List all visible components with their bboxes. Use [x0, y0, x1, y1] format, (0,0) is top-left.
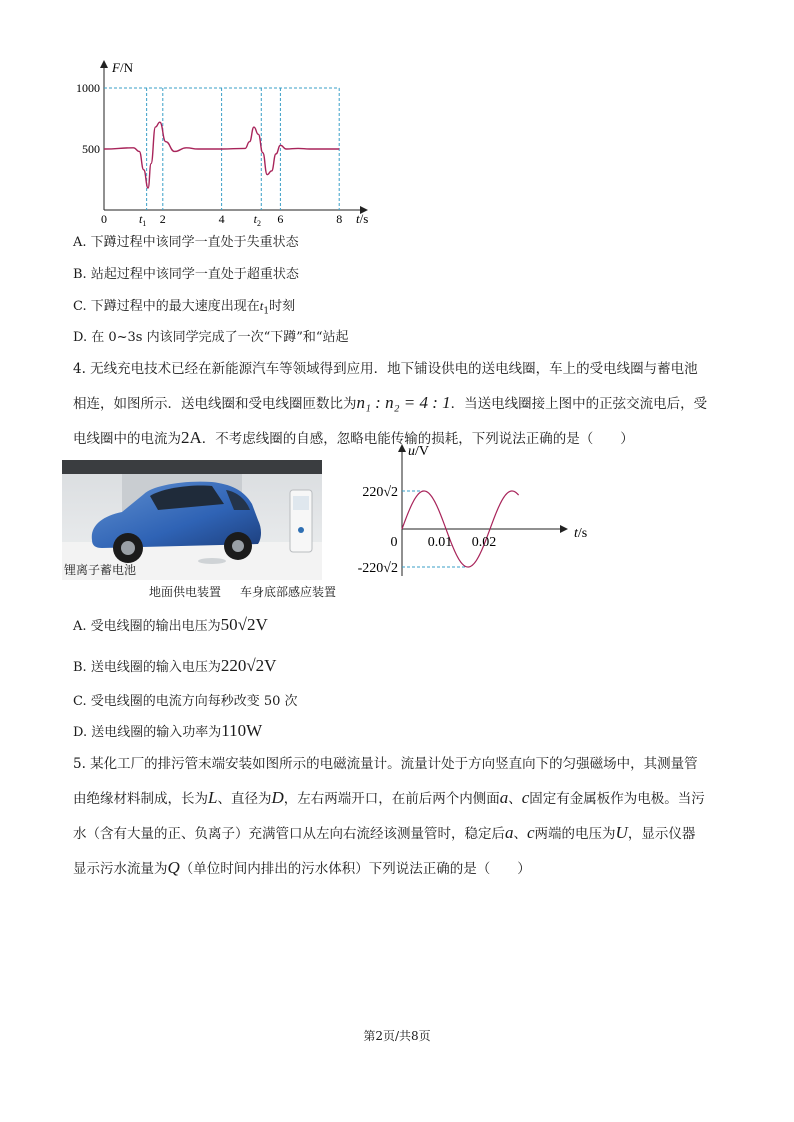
q4-option-d[interactable]: [73, 722, 262, 742]
q3-option-d[interactable]: D. 在 0~3s 内该同学完成了一次“下蹲”和“站起: [73, 330, 349, 345]
var-Q: Q: [167, 858, 180, 877]
q5-line-1: 5. 某化工厂的排污管末端安装如图所示的电磁流量计。流量计处于方向竖直向下的匀强磁场中，其测量管: [73, 756, 698, 772]
q5-line-4: [73, 851, 723, 886]
q3-option-c[interactable]: [73, 297, 295, 321]
t1-var: t: [259, 298, 264, 313]
q3-option-c-post: 时刻: [269, 299, 296, 314]
q5-line-3-d: ，显示仪器: [627, 826, 696, 842]
x-tick-label: 4: [218, 212, 225, 226]
q5-line-3-a: 水（含有大量的正、负离子）充满管口从左向右流经该测量管时，稳定后: [73, 826, 505, 842]
q4-option-a[interactable]: [73, 616, 268, 636]
q4-line-2: [73, 386, 723, 421]
voltage-time-chart: [340, 440, 610, 582]
q4-option-c[interactable]: C. 受电线圈的电流方向每秒改变 50 次: [73, 694, 298, 709]
q5-line-3: [73, 816, 723, 851]
x-tick-label: 6: [277, 212, 284, 226]
turns-ratio: n₁ : n₂ = 4 : 1: [356, 393, 451, 412]
q4-option-b-value: 220√2V: [220, 656, 277, 675]
q4-option-a-value: 50√2V: [220, 615, 268, 634]
q5-line-2-e: 固定有金属板作为电极。当污: [529, 791, 705, 807]
u-y-tick-label: 220√2: [362, 485, 398, 500]
q5-line-4-b: （单位时间内排出的污水体积）下列说法正确的是（ ）: [179, 861, 531, 877]
y-tick-label: 1000: [76, 81, 100, 95]
x-tick-label: 2: [159, 212, 166, 226]
q4-option-d-value: 110W: [221, 721, 263, 740]
q3-option-c-text: C. 下蹲过程中的最大速度出现在: [73, 299, 260, 314]
u-x-tick-label: 0.02: [471, 535, 497, 550]
q4-option-d-text: D. 送电线圈的输入功率为: [73, 725, 222, 740]
var-U: U: [615, 823, 628, 842]
caption-battery: 锂离子蓄电池: [64, 563, 137, 577]
caption-ground-device: 地面供电装置: [149, 585, 222, 599]
var-c-2: c: [527, 823, 535, 842]
q4-option-b-text: B. 送电线圈的输入电压为: [73, 660, 221, 675]
q5-line-2-d: 、: [508, 791, 522, 807]
q5-question: [73, 748, 723, 886]
caption-body-device: 车身底部感应装置: [240, 585, 337, 599]
var-c: c: [521, 788, 530, 807]
q3-option-b[interactable]: B. 站起过程中该同学一直处于超重状态: [73, 267, 299, 282]
x-tick-label: 0: [101, 212, 107, 226]
q3-option-a[interactable]: A. 下蹲过程中该同学一直处于失重状态: [73, 235, 299, 250]
u-y-tick-label: -220√2: [357, 561, 398, 576]
var-a-2: a: [505, 823, 514, 842]
q4-line-3-pre: 电线圈中的电流为: [73, 431, 181, 447]
q5-line-4-a: 显示污水流量为: [73, 861, 168, 877]
q5-line-2: [73, 781, 723, 816]
q4-line-1: 4. 无线充电技术已经在新能源汽车等领域得到应用．地下铺设供电的送电线圈，车上的受电线圈与蓄电池: [73, 361, 698, 377]
q5-line-2-c: ，左右两端开口，在前后两个内侧面: [283, 791, 500, 807]
q4-line-2-pre: 相连，如图所示．送电线圈和受电线圈匝数比为: [73, 396, 357, 412]
var-D: D: [271, 788, 284, 807]
u-x-axis-label: t/s: [574, 526, 588, 541]
x-axis-label: t/s: [356, 211, 369, 226]
y-tick-label: 500: [82, 142, 100, 156]
y-axis-label: F/N: [112, 60, 133, 75]
q4-option-b[interactable]: [73, 657, 276, 677]
q5-line-3-c: 两端的电压为: [534, 826, 616, 842]
page-footer: 第2页/共8页: [363, 1029, 431, 1043]
q5-line-2-a: 由绝缘材料制成，长为: [73, 791, 208, 807]
force-time-chart: [60, 58, 380, 228]
x-tick-label: $t_1$: [138, 212, 147, 228]
u-x-tick-label: 0.01: [427, 535, 453, 550]
t1-sub: 1: [263, 306, 270, 317]
x-tick-label: $t_2$: [253, 212, 261, 228]
x-tick-label: 8: [336, 212, 343, 226]
u-y-axis-label: u/V: [408, 444, 429, 459]
q5-line-3-b: 、: [513, 826, 527, 842]
u-x-tick-label: 0: [390, 535, 398, 550]
q4-option-a-text: A. 受电线圈的输出电压为: [73, 619, 221, 634]
var-L: L: [208, 788, 218, 807]
q5-line-2-b: 、直径为: [217, 791, 272, 807]
secondary-current: 2A: [181, 428, 202, 447]
q4-line-3-post: ．不考虑线圈的自感，忽略电能传输的损耗，下列说法正确的是（ ）: [201, 431, 634, 447]
var-a: a: [499, 788, 509, 807]
q4-line-2-post: ．当送电线圈接上图中的正弦交流电后，受: [450, 396, 708, 412]
